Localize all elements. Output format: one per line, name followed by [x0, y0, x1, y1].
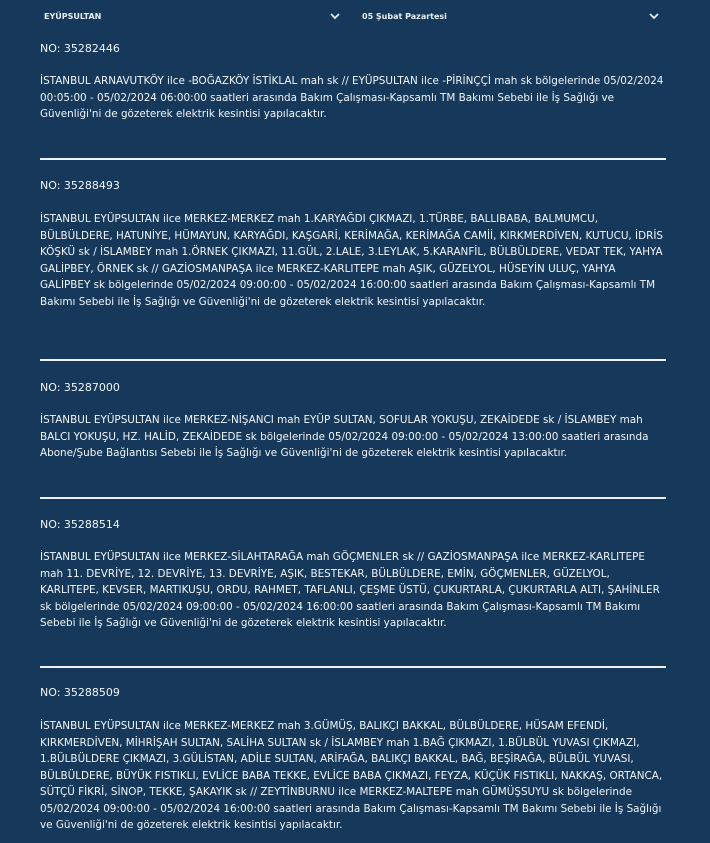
notice-text: İSTANBUL ARNAVUTKÖY ilce -BOĞAZKÖY İSTİKLAL mah sk // EYÜPSULTAN ilce -PİRİNÇÇİ mah sk bölgelerinde 05/02/2024 00:05:00 - 05/02/2024 06:00:00 saatleri arasında Bakım Çalışması-Kapsamlı TM Bakımı Sebebi ile İş Sağlığı ve Güvenliği'ni de gözeterek elektrik kesintisi yapılacaktır.	[40, 75, 664, 120]
notice-text: İSTANBUL EYÜPSULTAN ilce MERKEZ-SİLAHTARAĞA mah GÖÇMENLER sk // GAZİOSMANPAŞA ilce MERKEZ-KARLITEPE mah 11. DEVRİYE, 12. DEVRİYE, 13. DEVRİYE, AŞIK, BESTEKAR, BÜLBÜLDERE, EMİN, GÖÇMENLER, GÜZELYOL, KARLITEPE, KEVSER, MARTIKUŞU, ORDU, RAHMET, TAFLANLI, ÇEŞME ÜSTÜ, ÇUKURTARLA, ÇUKURTARLA ALTI, ŞAHİNLER sk bölgelerinde 05/02/2024 09:00:00 - 05/02/2024 16:00:00 saatleri arasında Bakım Çalışması-Kapsamlı TM Bakımı Sebebi ile İş Sağlığı ve Güvenliği'ni de gözeterek elektrik kesintisi yapılacaktır.	[40, 551, 660, 629]
date-select-value: 05 Şubat Pazartesi	[362, 11, 447, 21]
notice-text: İSTANBUL EYÜPSULTAN ilce MERKEZ-MERKEZ mah 1.KARYAĞDI ÇIKMAZI, 1.TÜRBE, BALLIBABA, BALMUMCU, BÜLBÜLDERE, HATUNİYE, HÜMAYUN, KARYAĞDI, KAŞGARİ, KERİMAĞA, KERİMAĞA CAMİİ, KIRKMERDİVEN, KUTUCU, İDRİS KÖŞKÜ sk / İSLAMBEY mah 1.ÖRNEK ÇIKMAZI, 11.GÜL, 2.LALE, 3.LEYLAK, 5.KARANFİL, BÜLBÜLDERE, VEDAT TEK, YAHYA GALİPBEY, ÖRNEK sk // GAZİOSMANPAŞA ilce MERKEZ-KARLITEPE mah AŞIK, GÜZELYOL, HÜSEYİN ULUÇ, YAHYA GALİPBEY sk bölgelerinde 05/02/2024 09:00:00 - 05/02/2024 16:00:00 saatleri arasında Bakım Çalışması-Kapsamlı TM Bakımı Sebebi ile İş Sağlığı ve Güvenliği'ni de gözeterek elektrik kesintisi yapılacaktır.	[40, 213, 663, 308]
outage-notice	[40, 42, 665, 123]
notice-number: NO: 35288509	[40, 686, 120, 699]
outage-notice	[40, 686, 665, 834]
notice-number: NO: 35288514	[40, 518, 120, 531]
chevron-down-icon	[647, 9, 661, 23]
chevron-down-icon	[328, 9, 342, 23]
district-select-value: EYÜPSULTAN	[44, 11, 102, 21]
outage-notice	[40, 518, 665, 632]
divider	[40, 158, 666, 160]
district-select[interactable]	[44, 6, 342, 26]
divider	[40, 359, 666, 361]
outage-notice	[40, 381, 665, 462]
notice-number: NO: 35282446	[40, 42, 120, 55]
divider	[40, 666, 666, 668]
notice-text: İSTANBUL EYÜPSULTAN ilce MERKEZ-NİŞANCI mah EYÜP SULTAN, SOFULAR YOKUŞU, ZEKAİDEDE sk / İSLAMBEY mah BALCI YOKUŞU, HZ. HALİD, ZEKAİDEDE sk bölgelerinde 05/02/2024 09:00:00 - 05/02/2024 13:00:00 saatleri arasında Abone/Şube Bağlantısı Sebebi ile İş Sağlığı ve Güvenliği'ni de gözeterek elektrik kesintisi yapılacaktır.	[40, 414, 649, 459]
divider	[40, 497, 666, 499]
date-select[interactable]	[362, 6, 661, 26]
notice-text: İSTANBUL EYÜPSULTAN ilce MERKEZ-MERKEZ mah 3.GÜMÜŞ, BALIKÇI BAKKAL, BÜLBÜLDERE, HÜSAM EFENDİ, KIRKMERDİVEN, MİHRİŞAH SULTAN, SALİHA SULTAN sk / İSLAMBEY mah 1.BAĞ ÇIKMAZI, 1.BÜLBÜL YUVASI ÇIKMAZI, 1.BÜLBÜLDERE ÇIKMAZI, 3.GÜLİSTAN, ADİLE SULTAN, ARİFAĞA, BALIKÇI BAKKAL, BAĞ, BEŞİRAĞA, BÜLBÜL YUVASI, BÜLBÜLDERE, BÜYÜK FISTIKLI, EVLİCE BABA TEKKE, EVLİCE BABA ÇIKMAZI, FEYZA, KÜÇÜK FISTIKLI, NAKKAŞ, ORTANCA, SÜTÇÜ FİKRİ, SİNOP, TEKKE, ŞAKAYIK sk // ZEYTİNBURNU ilce MERKEZ-MALTEPE mah GÜMÜŞSUYU sk bölgelerinde 05/02/2024 09:00:00 - 05/02/2024 16:00:00 saatleri arasında Bakım Çalışması-Kapsamlı TM Bakımı Sebebi ile İş Sağlığı ve Güvenliği'ni de gözeterek elektrik kesintisi yapılacaktır.	[40, 720, 663, 831]
filter-bar	[0, 0, 710, 34]
outage-notice	[40, 179, 665, 310]
notice-number: NO: 35288493	[40, 179, 120, 192]
notice-number: NO: 35287000	[40, 381, 120, 394]
